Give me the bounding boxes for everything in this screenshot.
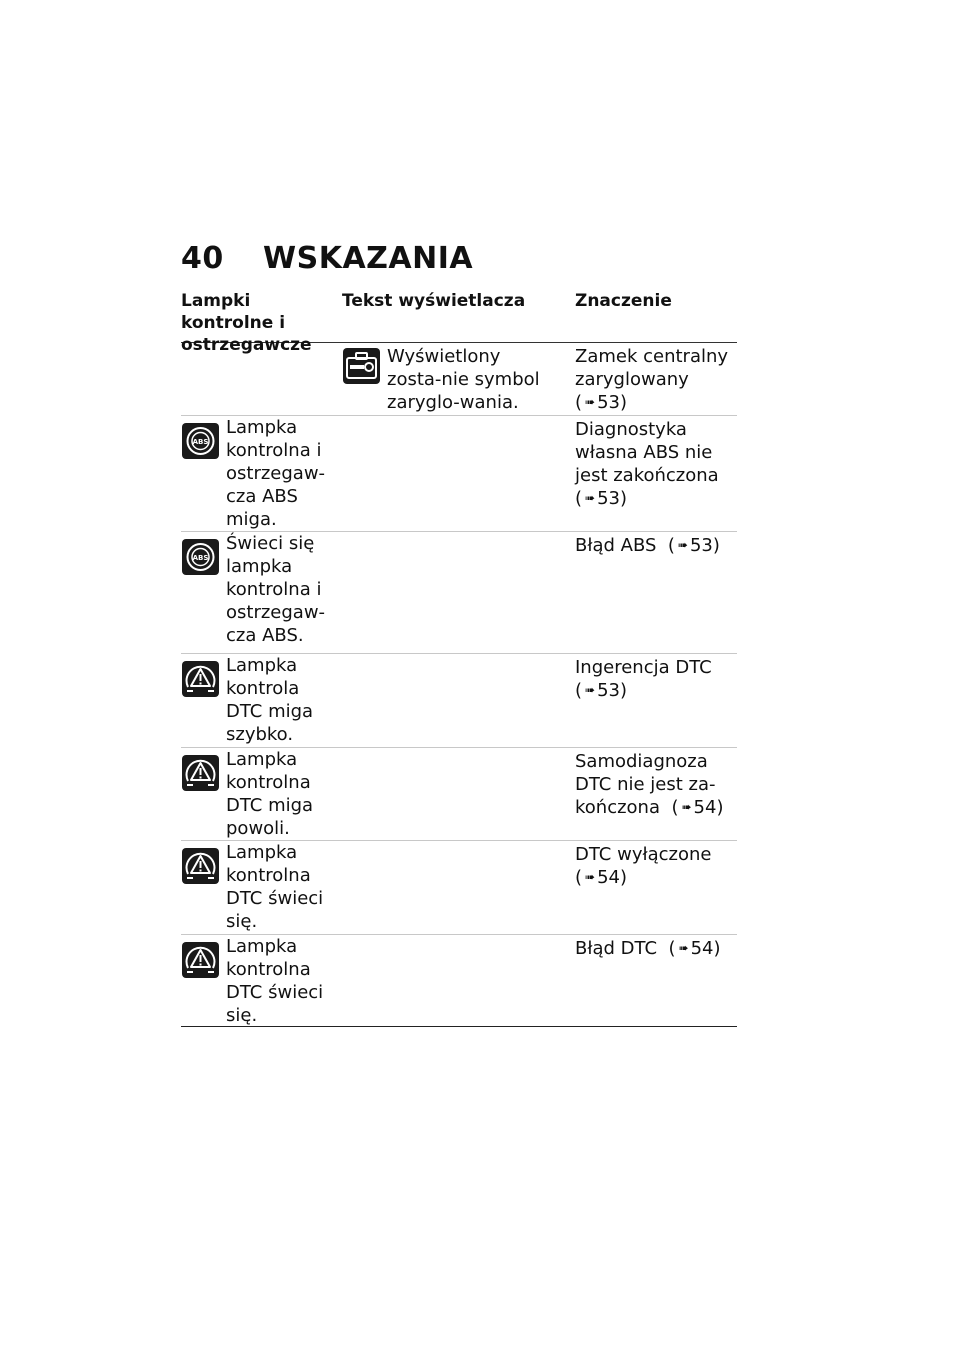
table-row	[181, 748, 737, 841]
arrow-right-icon: ➠	[585, 491, 596, 505]
arrow-right-icon: ➠	[585, 683, 596, 697]
table-row	[181, 841, 737, 935]
indicator-table	[181, 290, 737, 1027]
svg-text:ABS: ABS	[192, 554, 209, 562]
header-meaning: Znaczenie	[575, 291, 672, 311]
page-reference[interactable]: ( ➠ 53)	[575, 488, 628, 509]
meaning-text: Zamek centralny zaryglowany	[575, 346, 729, 390]
meaning-cell	[575, 750, 737, 819]
lamp-text: Lampka kontrolna DTC miga powoli.	[226, 749, 314, 839]
page-reference[interactable]: ( ➠ 53)	[662, 535, 720, 556]
page-number: 40	[181, 241, 224, 276]
dtc-warning-icon	[181, 941, 220, 979]
lamp-text: Lampka kontrolna DTC świeci się.	[226, 842, 324, 932]
arrow-right-icon: ➠	[678, 941, 689, 955]
page-reference[interactable]: ( ➠ 54)	[662, 938, 721, 959]
table-header	[181, 290, 737, 355]
meaning-text: Błąd DTC	[575, 938, 658, 959]
lamp-text: Lampka kontrolna i ostrzegaw-cza ABS miga.	[226, 417, 326, 530]
arrow-right-icon: ➠	[681, 800, 692, 814]
arrow-right-icon: ➠	[585, 870, 596, 884]
meaning-text: Diagnostyka własna ABS nie jest zakończona	[575, 419, 719, 486]
page-reference[interactable]: ( ➠ 54)	[665, 797, 724, 818]
dtc-warning-icon	[181, 660, 220, 698]
page-reference[interactable]: ( ➠ 54)	[575, 867, 628, 888]
meaning-text: DTC wyłączone	[575, 844, 712, 865]
meaning-cell	[575, 418, 737, 510]
lamp-text: Lampka kontrola DTC miga szybko.	[226, 655, 314, 745]
page-title: WSKAZANIA	[263, 241, 474, 276]
meaning-text: Samodiagnoza DTC nie jest za-kończona	[575, 751, 716, 818]
dtc-warning-icon	[181, 754, 220, 792]
meaning-cell	[575, 843, 737, 889]
dtc-warning-icon	[181, 847, 220, 885]
lamp-text: Świeci się lampka kontrolna i ostrzegaw-cza ABS.	[226, 533, 326, 646]
page-reference[interactable]: ( ➠ 53)	[575, 680, 628, 701]
page-heading	[181, 240, 473, 278]
meaning-cell	[575, 656, 737, 702]
arrow-right-icon: ➠	[585, 395, 596, 409]
meaning-cell	[575, 937, 737, 960]
table-row	[181, 343, 737, 416]
page-reference[interactable]: ( ➠ 53)	[575, 392, 628, 413]
header-display-text: Tekst wyświetlacza	[342, 291, 526, 311]
meaning-text: Błąd ABS	[575, 535, 657, 556]
meaning-text: Ingerencja DTC	[575, 657, 712, 678]
table-row	[181, 935, 737, 1027]
key-lock-icon	[342, 347, 381, 385]
table-row	[181, 654, 737, 748]
meaning-cell	[575, 345, 737, 414]
display-text: Wyświetlony zosta-nie symbol zaryglo-wania.	[387, 346, 540, 413]
meaning-cell	[575, 534, 737, 557]
arrow-right-icon: ➠	[677, 538, 688, 552]
lamp-text: Lampka kontrolna DTC świeci się.	[226, 936, 324, 1026]
table-row	[181, 532, 737, 654]
abs-warning-icon	[181, 422, 220, 460]
table-row	[181, 416, 737, 532]
svg-text:ABS: ABS	[192, 438, 209, 446]
abs-warning-icon	[181, 538, 220, 576]
header-lamps: Lampki kontrolne i ostrzegawcze	[181, 291, 312, 355]
